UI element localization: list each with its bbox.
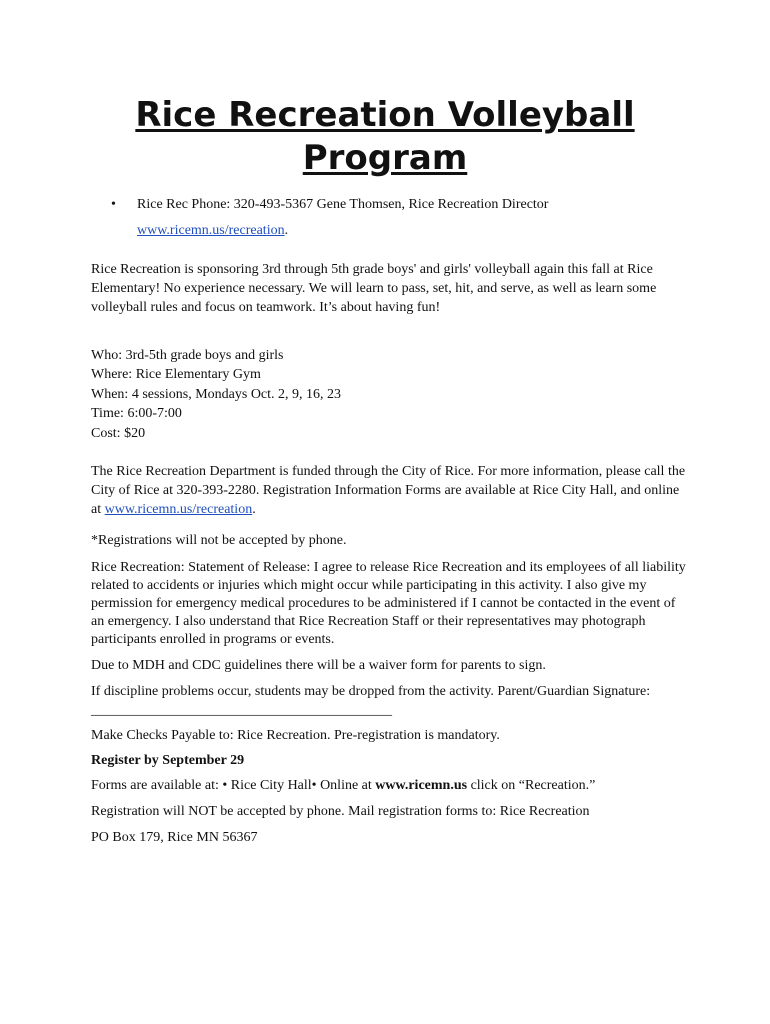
waiver-note: Due to MDH and CDC guidelines there will be a waiver form for parents to sign. xyxy=(91,658,546,673)
detail-when: When: 4 sessions, Mondays Oct. 2, 9, 16, 23 xyxy=(91,386,342,402)
contact-link-line xyxy=(137,221,697,240)
title-line-2: Program xyxy=(302,138,468,178)
contact-phone: Rice Rec Phone: 320-493-5367 Gene Thomsen, Rice Recreation Director xyxy=(137,197,549,212)
detail-who: Who: 3rd-5th grade boys and girls xyxy=(91,348,284,363)
program-details xyxy=(91,346,686,443)
detail-where: Where: Rice Elementary Gym xyxy=(91,367,261,383)
detail-time: Time: 6:00-7:00 xyxy=(91,406,182,422)
page-title xyxy=(0,94,770,180)
forms-availability xyxy=(91,776,686,795)
funding-text: The Rice Recreation Department is funded through the City of Rice. For more information, please call the City of Rice at 320-393-2280. Registration Information Forms are available at Rice City Hall, and online at xyxy=(91,464,686,517)
register-deadline: Register by September 29 xyxy=(91,753,245,768)
title-line-1: Rice Recreation Volleyball xyxy=(135,95,635,135)
detail-cost: Cost: $20 xyxy=(91,425,146,441)
recreation-link[interactable]: www.ricemn.us/recreation xyxy=(137,223,285,238)
phone-note: *Registrations will not be accepted by phone. xyxy=(91,533,347,548)
contact-link-period: . xyxy=(284,223,289,238)
funding-period: . xyxy=(252,502,256,517)
forms-click-text: click on “Recreation.” xyxy=(467,778,596,793)
contact-text xyxy=(137,195,697,240)
intro-paragraph: Rice Recreation is sponsoring 3rd through 5th grade boys' and girls' volleyball again this fall at Rice Elementary! No experience necessary. We will learn to pass, set, hit, and serve, as well as learn some volleyball rules and focus on teamwork. It’s about having fun! xyxy=(91,262,657,315)
checks-note: Make Checks Payable to: Rice Recreation. Pre-registration is mandatory. xyxy=(91,728,500,743)
mailing-address: PO Box 179, Rice MN 56367 xyxy=(91,830,258,845)
funding-paragraph xyxy=(91,462,686,519)
mail-instructions: Registration will NOT be accepted by phone. Mail registration forms to: Rice Recreation xyxy=(91,804,590,819)
bullet-icon: • xyxy=(111,197,116,212)
discipline-signature: If discipline problems occur, students may be dropped from the activity. Parent/Guardian Signature: ___________________________________________ xyxy=(91,684,651,718)
forms-text: Forms are available at: • Rice City Hall• Online at xyxy=(91,778,376,793)
funding-recreation-link[interactable]: www.ricemn.us/recreation xyxy=(104,502,253,517)
forms-website: www.ricemn.us xyxy=(375,778,468,793)
release-statement: Rice Recreation: Statement of Release: I agree to release Rice Recreation and its employees of all liability related to accidents or injuries which might occur while participating in this activity. I also give my permission for emergency medical procedures to be administered if I cannot be contacted in the event of an emergency. I also understand that Rice Recreation Staff or their representatives may photograph participants enrolled in programs or events. xyxy=(91,560,686,647)
